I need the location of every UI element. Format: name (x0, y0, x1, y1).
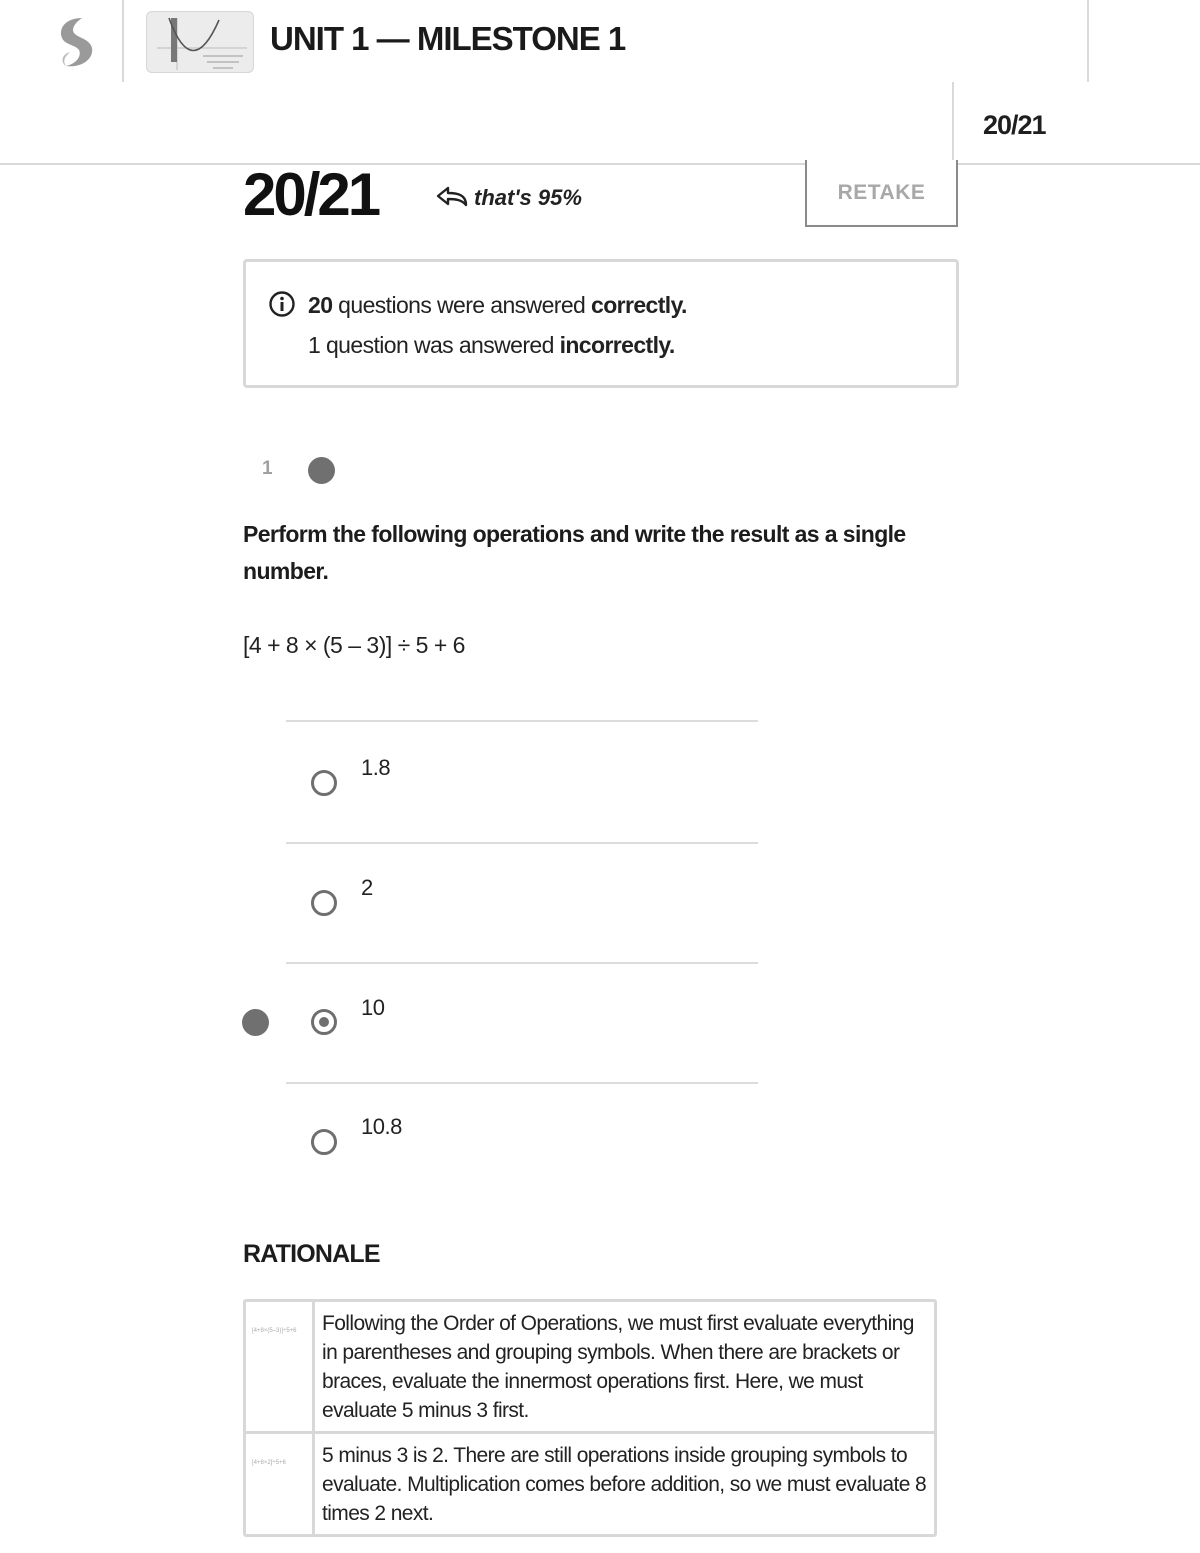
answer-option-1[interactable] (286, 722, 758, 840)
score-percent-note (436, 185, 582, 211)
correct-word: correctly. (591, 292, 687, 318)
selected-answer-marker (242, 1009, 269, 1036)
curved-arrow-icon (436, 185, 470, 211)
question-prompt: Perform the following operations and write the result as a single number. (243, 521, 906, 584)
retake-button[interactable]: RETAKE (805, 160, 958, 227)
question-number: 1 (262, 458, 273, 479)
correct-count: 20 (308, 292, 333, 318)
rationale-step-thumbnail: [4+8×2]÷5+6 (246, 1431, 315, 1534)
incorrect-summary-text: question was answered (320, 332, 560, 358)
option-label: 2 (361, 875, 373, 900)
divider (952, 82, 954, 165)
divider (0, 163, 1200, 165)
score-display: 20/21 (243, 161, 379, 228)
header-score: 20/21 (983, 110, 1046, 140)
correct-summary-text: questions were answered (332, 292, 591, 318)
rationale-row (246, 1431, 934, 1534)
radio-button-selected[interactable] (311, 1009, 337, 1035)
rationale-step-thumbnail: [4+8×(5–3)]÷5+6 (246, 1302, 315, 1431)
option-label: 10 (361, 995, 385, 1020)
incorrect-word: incorrectly. (559, 332, 675, 358)
rationale-row (246, 1302, 934, 1431)
rationale-table (243, 1299, 937, 1537)
results-summary (243, 259, 959, 388)
answer-option-3[interactable] (286, 964, 758, 1082)
incorrect-count: 1 (308, 332, 321, 358)
correct-summary (308, 292, 687, 319)
incorrect-summary (308, 332, 675, 359)
top-bar (0, 0, 1200, 165)
radio-button[interactable] (311, 890, 337, 916)
info-icon (268, 290, 296, 318)
page-title: UNIT 1 — MILESTONE 1 (270, 20, 626, 57)
rationale-step-text: Following the Order of Operations, we must first evaluate everything in parentheses and grouping symbols. When there are brackets or braces, evaluate the innermost operations first. Here, we must evaluate 5 minus 3 first. (322, 1312, 914, 1422)
divider (122, 0, 124, 82)
question-status-dot (308, 457, 335, 484)
parabola-graph-icon (147, 12, 254, 73)
answer-option-2[interactable] (286, 844, 758, 962)
option-label: 1.8 (361, 755, 391, 780)
rationale-heading: RATIONALE (243, 1240, 380, 1268)
answer-option-4[interactable] (286, 1084, 758, 1202)
radio-button[interactable] (311, 1129, 337, 1155)
divider (1087, 0, 1089, 82)
rationale-step-text: 5 minus 3 is 2. There are still operations inside grouping symbols to evaluate. Multiplication comes before addition, so we must evaluate 8 times 2 next. (315, 1431, 934, 1534)
sophia-logo-icon[interactable] (52, 14, 100, 70)
course-thumbnail[interactable] (146, 11, 254, 73)
percent-text: that's 95% (474, 185, 582, 210)
option-label: 10.8 (361, 1114, 402, 1139)
question-expression: [4 + 8 × (5 – 3)] ÷ 5 + 6 (243, 632, 465, 658)
radio-button[interactable] (311, 770, 337, 796)
